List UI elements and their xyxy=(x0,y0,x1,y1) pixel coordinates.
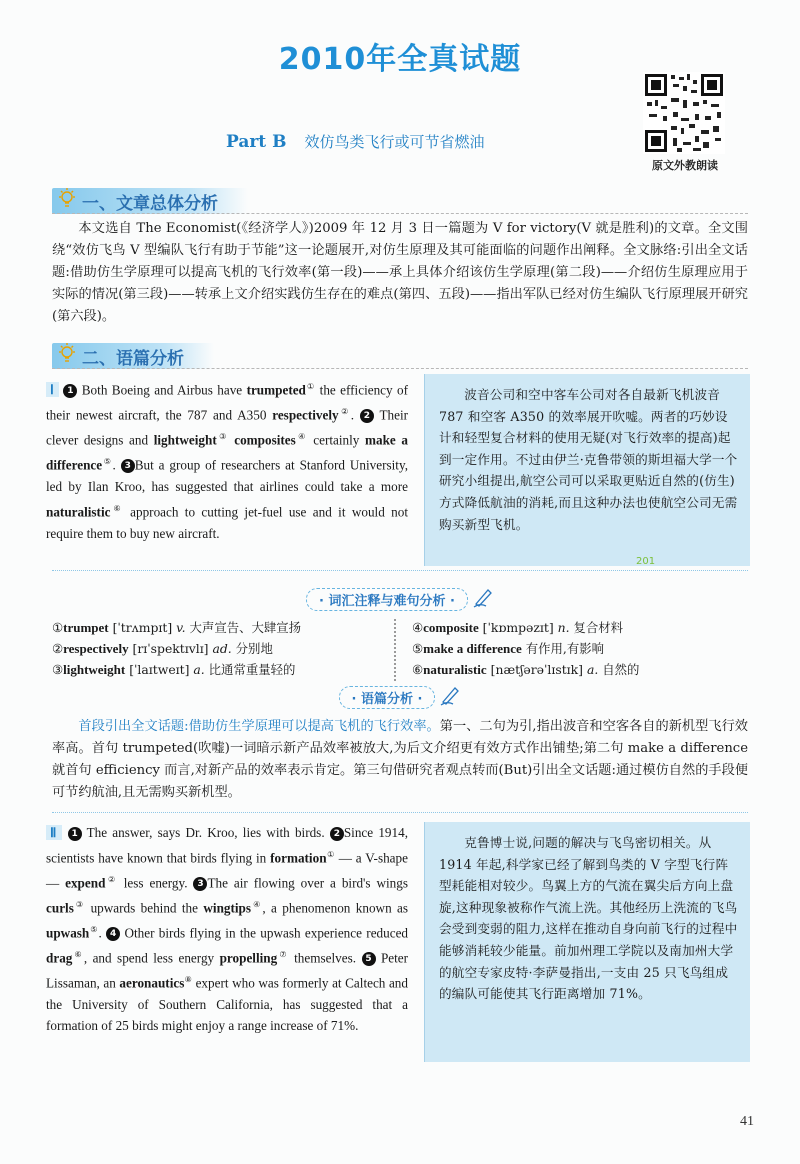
divider xyxy=(52,812,748,813)
qr-code[interactable] xyxy=(643,72,725,154)
text-span: approach to cutting jet-fuel use and it would not require them to buy new aircraft. xyxy=(46,503,409,541)
vocab-list-right xyxy=(412,617,752,680)
vocab-word: formation xyxy=(270,849,327,865)
vocab-word: expend xyxy=(65,874,106,890)
sentence-number: 1 xyxy=(68,827,82,841)
sentence-number: 3 xyxy=(121,459,135,473)
text-span: The answer, says Dr. Kroo, lies with birds. xyxy=(86,825,325,840)
part-heading xyxy=(226,131,484,152)
page-title: 2010年全真试题 xyxy=(278,42,522,77)
divider xyxy=(52,368,748,369)
qr-caption: 原文外教朗读 xyxy=(652,159,718,172)
text-span: But a group of researchers at Stanford University, led by Ilan Kroo, has suggested that airlines could take a more xyxy=(46,457,409,494)
text-span: — a V-shape — xyxy=(46,849,408,890)
lightbulb-icon xyxy=(58,343,76,369)
analysis-heading xyxy=(300,686,500,708)
text-span: , a phenomenon known as xyxy=(262,899,409,915)
vocab-word: aeronautics xyxy=(119,974,185,990)
text-span: less energy. xyxy=(117,874,188,890)
analysis-highlight: 首段引出全文话题:借助仿生学原理可以提高飞机的飞行效率。 xyxy=(78,719,440,734)
text-span: certainly xyxy=(307,432,366,448)
paragraph-1-english: Ⅰ 1 Both Boeing and Airbus have trumpeted① the efficiency of their newest aircraft, the 787 and A350 respectively②. 2 Their clever designs and lightweight③ composites④ certainly make a difference⑤. 3 But a group of researchers at Stanford University, led by Ilan Kroo, has suggested that airlines could take a more naturalistic⑥ approach to cutting jet-fuel use and it would not require them to buy new aircraft. xyxy=(46,382,409,541)
section-heading-overview xyxy=(52,186,248,216)
sentence-number: 4 xyxy=(106,927,120,941)
vocab-item: ⑥naturalistic [nætʃərəˈlɪstɪk] a. 自然的 xyxy=(412,662,640,677)
lightbulb-icon xyxy=(58,188,76,214)
paragraph-2-translation: 克鲁博士说,问题的解决与飞鸟密切相关。从 1914 年起,科学家已经了解到鸟类的 V 字型飞行阵型耗能相对较少。鸟翼上方的气流在翼尖后方向上盘旋,这种现象被称作气流上洗。其他经历上洗流的飞鸟会受到变弱的阻力,这样在推动自身向前飞行的过程中能够消耗较少能量。前加州理工学院以及南加州大学的航空专家皮特·李萨曼指出,一支由 25 只飞鸟组成的编队可能使其飞行距离增加 71%。 xyxy=(424,822,750,1062)
vocab-item: ⑤make a difference 有作用,有影响 xyxy=(412,641,605,656)
overview-text-block xyxy=(52,218,748,328)
sentence-number: 3 xyxy=(193,877,207,891)
analysis-paragraph xyxy=(52,716,748,804)
sentence-number: 1 xyxy=(63,384,77,398)
pen-icon xyxy=(472,586,494,612)
page-mark: 201 xyxy=(636,556,656,567)
text-span: , and spend less energy xyxy=(83,949,220,965)
vocab-word: propelling xyxy=(219,949,278,965)
vocab-word: trumpeted xyxy=(246,382,306,398)
section-title: 二、语篇分析 xyxy=(82,348,184,369)
text-span: the efficiency of their newest aircraft, the 787 and A350 xyxy=(46,382,408,423)
vocab-item: ②respectively [rɪˈspektɪvlɪ] ad. 分别地 xyxy=(52,641,273,656)
vocab-divider xyxy=(394,619,404,681)
section-heading-discourse xyxy=(52,341,214,371)
paragraph-1-translation: 波音公司和空中客车公司对各自最新飞机波音 787 和空客 A350 的效率展开吹嘘。两者的巧妙设计和轻型复合材料的使用无疑(对飞行效率的提高)起到一定作用。不过由伊兰·克鲁带领的斯坦福大学一个研究小组提出,航空公司可以采取更贴近自然的(仿生)方式降低航油的消耗,而且这种办法也使航空公司无需购买新型飞机。 xyxy=(424,374,750,566)
vocab-word: make a difference xyxy=(46,432,409,473)
vocab-heading xyxy=(280,588,520,610)
text-span: The air flowing over a bird's wings xyxy=(207,874,408,890)
divider xyxy=(52,570,748,571)
analysis-heading-label: · 语篇分析 · xyxy=(339,686,436,709)
vocab-word: respectively xyxy=(272,407,339,423)
pen-icon xyxy=(439,684,461,710)
text-span: upwards behind the xyxy=(85,899,204,915)
text-span: Both Boeing and Airbus have xyxy=(81,382,247,398)
text-span: Their clever designs and xyxy=(46,407,409,448)
vocab-word: naturalistic xyxy=(46,503,111,519)
vocab-word: drag xyxy=(46,949,73,965)
paragraph-2-english: Ⅱ 1 The answer, says Dr. Kroo, lies with birds. 2 Since 1914, scientists have known that birds flying in formation① — a V-shape — expend② less energy. 3 The air flowing over a bird's wings curls③ upwards behind the wingtips④, a phenomenon known as upwash⑤. 4 Other birds flying in the upwash experience reduced drag⑥, and spend less energy propelling⑦ themselves. 5 Peter Lissaman, an aeronautics⑧ expert who was formerly at Caltech and the University of Southern California, has suggested that a formation of 25 birds might enjoy a range increase of 71%. xyxy=(46,825,409,1034)
text-span: themselves. xyxy=(288,949,357,965)
vocab-word: upwash xyxy=(46,924,90,940)
vocab-word: lightweight xyxy=(153,432,217,448)
paragraph-numeral: Ⅱ xyxy=(46,825,62,840)
part-label: Part B xyxy=(226,132,287,152)
sentence-number: 2 xyxy=(330,827,344,841)
vocab-heading-label: · 词汇注释与难句分析 · xyxy=(306,588,468,611)
vocab-word: curls xyxy=(46,899,74,915)
overview-paragraph: 本文选自 The Economist(《经济学人》)2009 年 12 月 3 日一篇题为 V for victory(V 就是胜利)的文章。全文围绕“效仿飞鸟 V 型编队飞行有助于节能”这一论题展开,对仿生原理及其可能面临的问题作出阐释。全文脉络:引出全文话题:借助仿生学原理可以提高飞机的飞行效率(第一段)——承上具体介绍该仿生学原理(第二段)——介绍仿生原理应用于实际的情况(第三段)——转承上文介绍实践仿生存在的难点(第四、五段)——指出军队已经对仿生编队飞行原理展开研究(第六段)。 xyxy=(52,221,748,324)
text-span: Peter Lissaman, an xyxy=(46,949,409,990)
sentence-number: 2 xyxy=(360,409,374,423)
divider xyxy=(52,213,748,214)
part-topic: 效仿鸟类飞行或可节省燃油 xyxy=(304,133,485,151)
vocab-item: ③lightweight [ˈlaɪtweɪt] a. 比通常重量轻的 xyxy=(52,662,296,677)
text-span: expert who was formerly at Caltech and the University of Southern California, has suggested that a formation of 25 birds might enjoy a range increase of 71%. xyxy=(46,974,408,1034)
analysis-text: 第一、二句为引,指出波音和空客各自的新机型飞行效率高。首句 trumpeted(吹嘘)一词暗示新产品效率被放大,为后文介绍更有效方式作出铺垫;第二句 make a difference 就首句 efficiency 而言,对新产品的效率表示肯定。第三句借研究者观点转而(But)引出全文话题:通过模仿自然的手段便可节约航油,且无需购买新机型。 xyxy=(52,719,748,800)
vocab-word: composites xyxy=(234,432,296,448)
vocab-word: wingtips xyxy=(203,899,252,915)
section-title: 一、文章总体分析 xyxy=(82,193,218,214)
sentence-number: 5 xyxy=(362,952,376,966)
vocab-list-left xyxy=(52,617,392,680)
page-number: 41 xyxy=(740,1114,754,1129)
text-span: Other birds flying in the upwash experience reduced xyxy=(124,924,409,940)
paragraph-numeral: Ⅰ xyxy=(46,382,59,397)
vocab-item: ①trumpet [ˈtrʌmpɪt] v. 大声宣告、大肆宣扬 xyxy=(52,620,302,635)
text-span: Since 1914, scientists have known that birds flying in xyxy=(46,825,408,865)
vocab-item: ④composite [ˈkɒmpəzɪt] n. 复合材料 xyxy=(412,620,624,635)
